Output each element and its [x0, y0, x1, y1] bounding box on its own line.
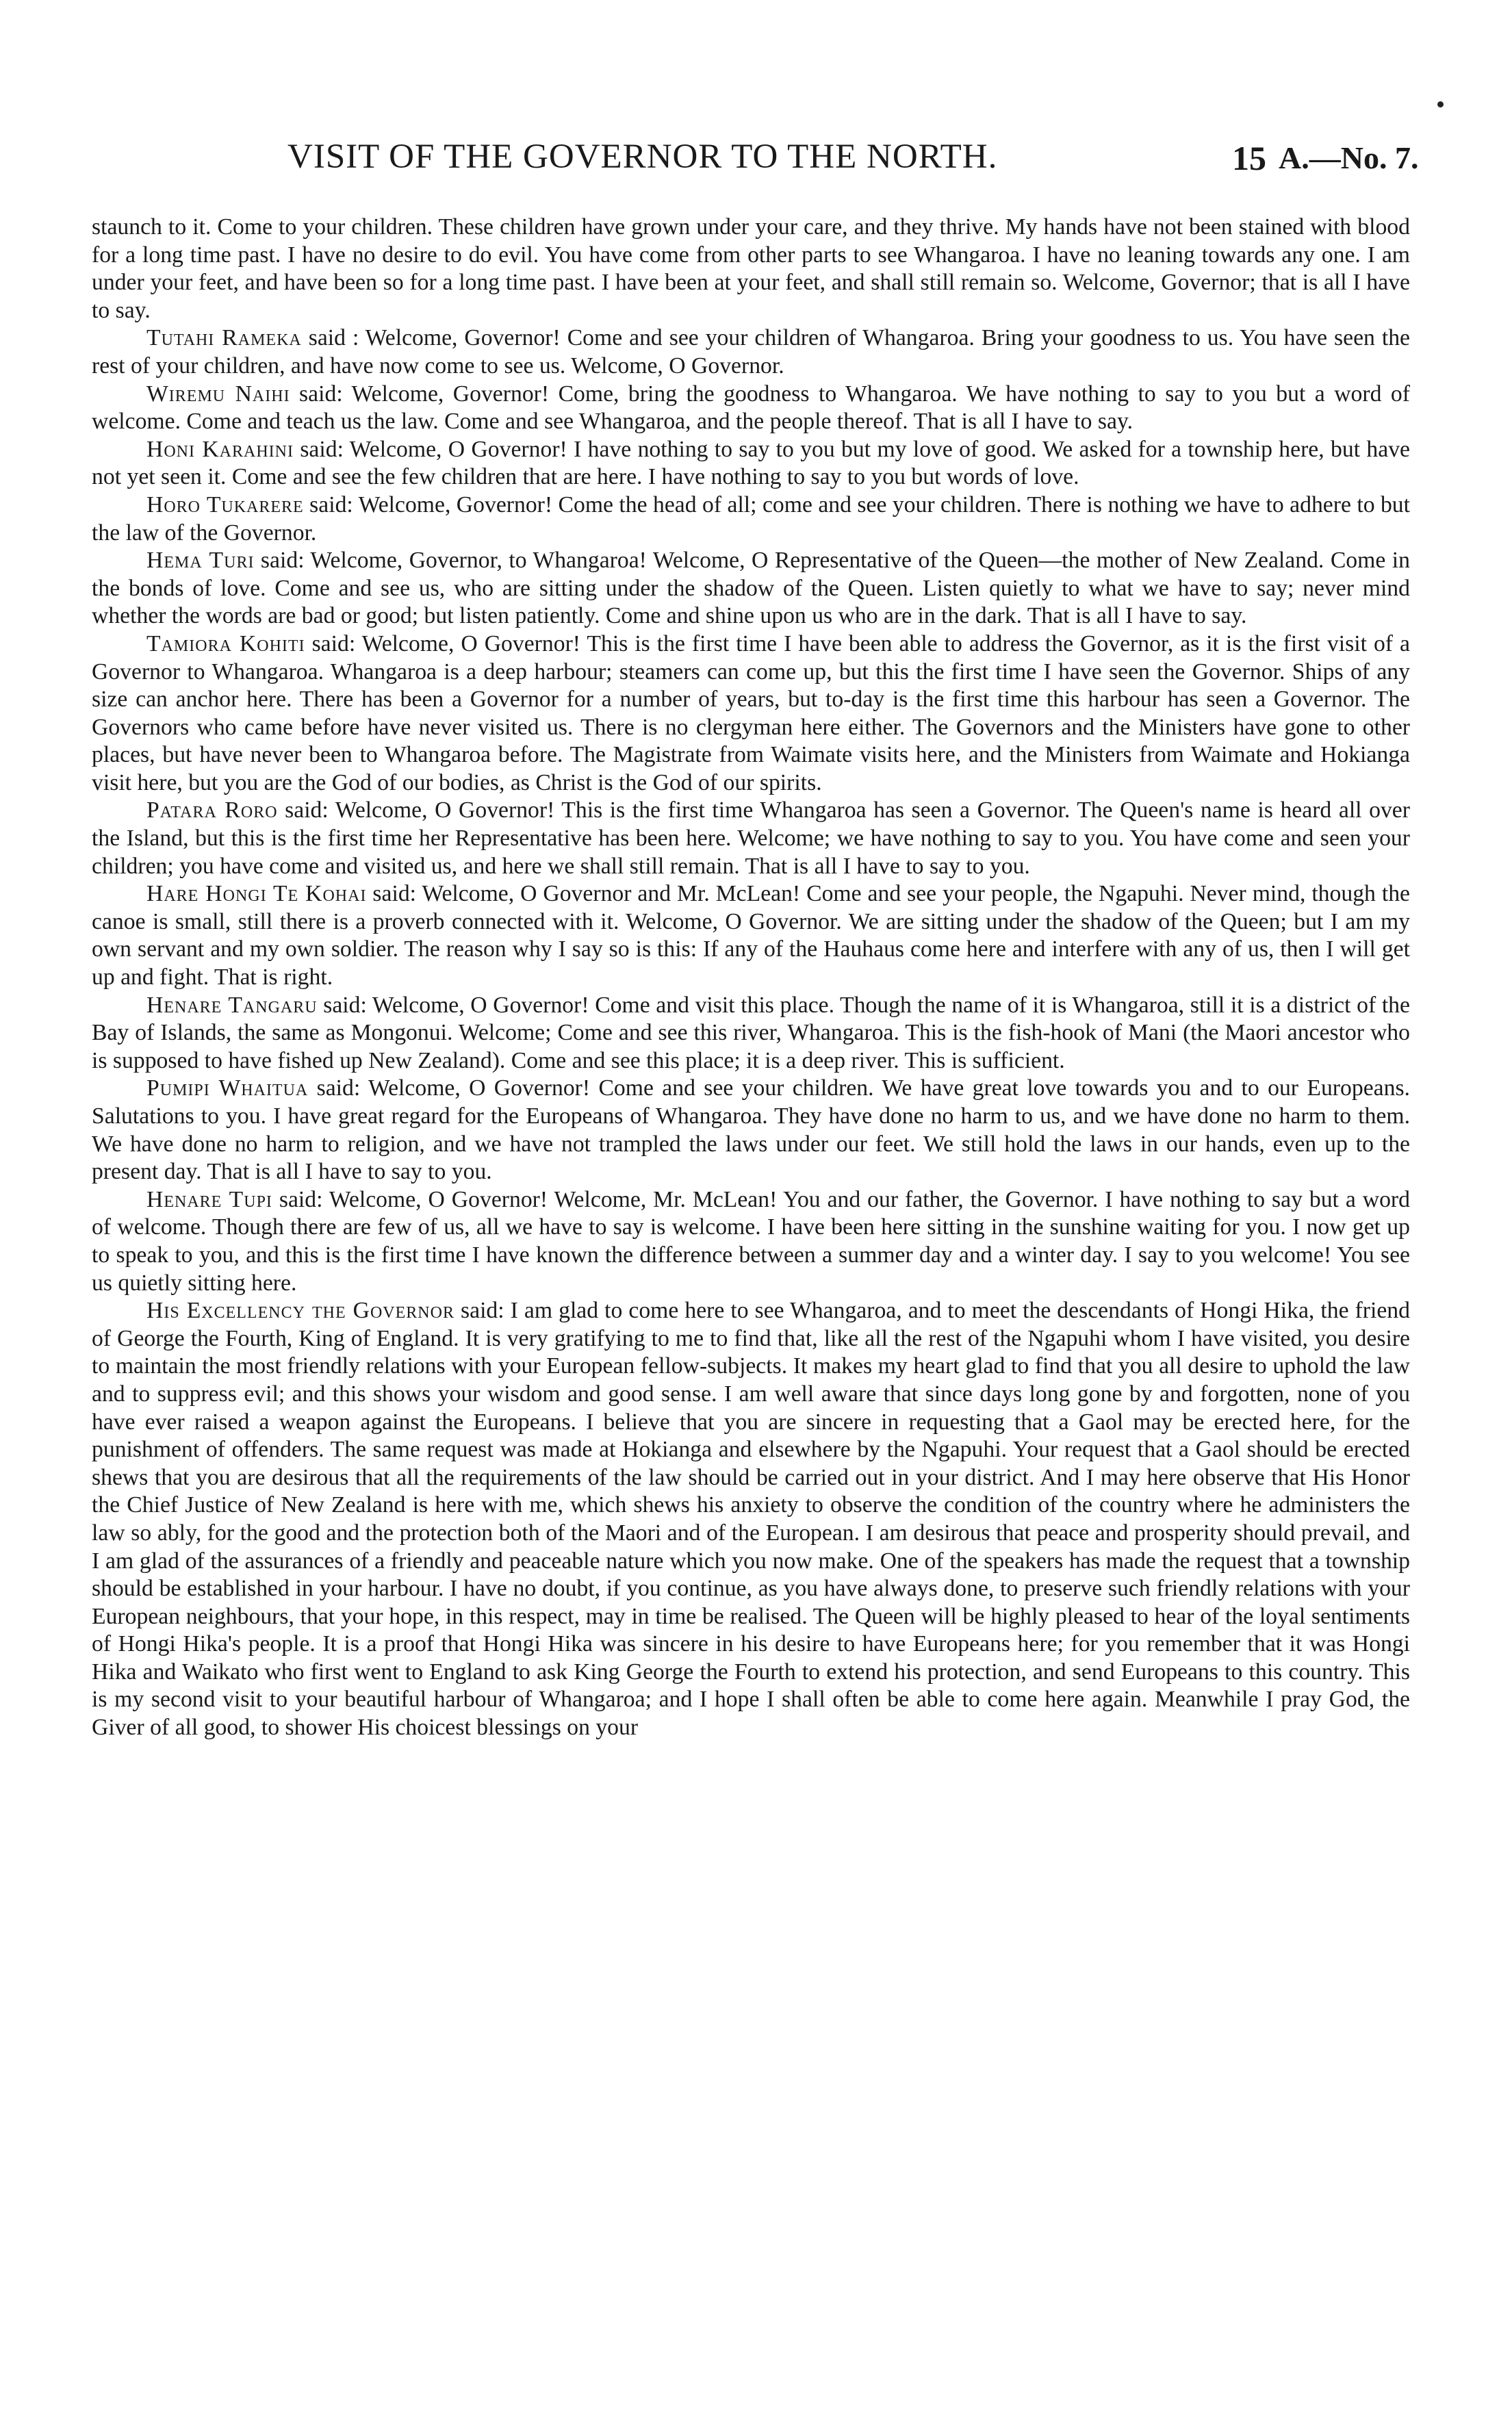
document-body [92, 214, 1410, 1742]
speaker-name: Horo Tukarere [146, 491, 304, 517]
paragraph [92, 1186, 1410, 1297]
paragraph [92, 1297, 1410, 1742]
paragraph-text: said: Welcome, O Governor! Come and visit this place. Though the name of it is Whangaroa, still it is a district of the Bay of Islands, the same as Mongonui. Welcome; Come and see this river, Whangaroa. This is the fish-hook of Mani (the Maori ancestor who is supposed to have fished up New Zealand). Come and see this place; it is a deep river. This is sufficient. [92, 992, 1410, 1073]
paragraph [92, 797, 1410, 880]
paragraph-text: said: Welcome, O Governor and Mr. McLean! Come and see your people, the Ngapuhi. Never mind, though the canoe is small, still there is a proverb connected with it. Welcome, O Governor. We are sitting under the shadow of the Queen; but I am my own servant and my own soldier. The reason why I say so is this: If any of the Hauhaus come here and interfere with any of us, then I will get up and fight. That is right. [92, 881, 1411, 990]
paragraph-text: said: Welcome, O Governor! Come and see your children. We have great love towards you and to our Europeans. Salutations to you. I have great regard for the Europeans of Whangaroa. They have done no harm to us, and we have done no harm to them. We have done no harm to religion, and we have not trampled the laws under our feet. We still hold the laws in our hands, even up to the present day. That is all I have to say to you. [92, 1075, 1410, 1185]
paragraph [92, 630, 1410, 797]
speaker-name: Honi Karahini [146, 436, 294, 462]
paragraph-text: said: Welcome, Governor! Come the head of all; come and see your children. There is nothing we have to adhere to but the law of the Governor. [92, 491, 1411, 546]
paragraph-text: said: Welcome, Governor! Come, bring the goodness to Whangaroa. We have nothing to say to you but a word of welcome. Come and teach us the law. Come and see Whangaroa, and the people thereof. That is all I have to say. [92, 381, 1410, 435]
paragraph-text: said : Welcome, Governor! Come and see your children of Whangaroa. Bring your goodness to us. You have seen the rest of your children, and have now come to see us. Welcome, O Governor. [92, 325, 1411, 379]
paragraph [92, 436, 1410, 491]
paragraph [92, 491, 1410, 547]
speaker-name: His Excellency the Governor [146, 1298, 454, 1324]
speaker-name: Tamiora Kohiti [146, 630, 305, 656]
paragraph-text: staunch to it. Come to your children. These children have grown under your care, and they thrive. My hands have not been stained with blood for a long time past. I have no desire to do evil. You have come from other parts to see Whangaroa. I have no leaning towards any one. I am under your feet, and have been so for a long time past. I have been at your feet, and shall still remain so. Welcome, Governor; that is all I have to say. [92, 214, 1410, 323]
paragraph [92, 547, 1410, 630]
paragraph [92, 992, 1410, 1075]
paragraph [92, 880, 1410, 991]
speaker-name: Patara Roro [146, 797, 278, 823]
speaker-name: Pumipi Whaitua [146, 1075, 309, 1101]
speaker-name: Tutahi Rameka [146, 325, 302, 351]
speaker-name: Hema Turi [146, 548, 255, 574]
speaker-name: Wiremu Naihi [146, 381, 290, 407]
speaker-name: Hare Hongi Te Kohai [146, 881, 367, 907]
paragraph-text: said: I am glad to come here to see Whangaroa, and to meet the descendants of Hongi Hika, the friend of George the Fourth, King of England. It is very gratifying to me to find that, like all the rest of the Ngapuhi whom I have visited, you desire to maintain the most friendly relations with your European fellow-subjects. It makes my heart glad to find that you all desire to uphold the law and to suppress evil; and this shows your wisdom and good sense. I am well aware that since days long gone by and forgotten, none of you have ever raised a weapon against the Europeans. I believe that you are sincere in requesting that a Gaol may be erected here, for the punishment of offenders. The same request was made at Hokianga and elsewhere by the Ngapuhi. Your request that a Gaol should be erected shews that you are desirous that all the requirements of the law should be carried out in your district. And I may here observe that His Honor the Chief Justice of New Zealand is here with me, which shews his anxiety to observe the condition of the country where he administers the law so ably, for the good and the protection both of the Maori and of the European. I am desirous that peace and prosperity should prevail, and I am glad of the assurances of a friendly and peaceable nature which you now make. One of the speakers has made the request that a township should be established in your harbour. I have no doubt, if you continue, as you have always done, to preserve such friendly relations with your European neighbours, that your hope, in this respect, may in time be realised. The Queen will be highly pleased to hear of the loyal sentiments of Hongi Hika's people. It is a proof that Hongi Hika was sincere in his desire to have Europeans here; for you remember that it was Hongi Hika and Waikato who first went to England to ask King George the Fourth to extend his protection, and send Europeans to this country. This is my second visit to your beautiful harbour of Whangaroa; and I hope I shall often be able to come here again. Meanwhile I pray God, the Giver of all good, to shower His choicest blessings on your [92, 1298, 1410, 1741]
header-title: VISIT OF THE GOVERNOR TO THE NORTH. [287, 138, 998, 176]
running-header [0, 137, 1512, 192]
paper-reference: A.—No. 7. [1279, 140, 1419, 175]
paragraph [92, 214, 1410, 324]
paragraph [92, 1075, 1410, 1186]
paragraph-text: said: Welcome, O Governor! This is the first time I have been able to address the Governor, as it is the first visit of a Governor to Whangaroa. Whangaroa is a deep harbour; steamers can come up, but this the first time I have seen the Governor. Ships of any size can anchor here. There has been a Governor for a number of years, but to-day is the first time this harbour has seen a Governor. The Governors who came before have never visited us. There is no clergyman here either. The Governors and the Ministers have gone to other places, but have never been to Whangaroa before. The Magistrate from Waimate visits here, and the Ministers from Waimate and Hokianga visit here, but you are the God of our bodies, as Christ is the God of our spirits. [92, 630, 1410, 795]
speaker-name: Henare Tupi [146, 1186, 272, 1212]
paragraph-text: said: Welcome, O Governor! Welcome, Mr. McLean! You and our father, the Governor. I have nothing to say but a word of welcome. Though there are few of us, all we have to say is welcome. I have been here sitting in the sunshine waiting for you. I now get up to speak to you, and this is the first time I have known the difference between a summer day and a winter day. I say to you welcome! You see us quietly sitting here. [92, 1186, 1410, 1296]
page-number: 15 [1232, 139, 1266, 177]
paragraph [92, 381, 1410, 436]
ink-speck [1437, 101, 1444, 107]
paragraph-text: said: Welcome, O Governor! This is the first time Whangaroa has seen a Governor. The Queen's name is heard all over the Island, but this is the first time her Representative has been here. Welcome; we have nothing to say to you. You have come and seen your children; you have come and visited us, and here we shall still remain. That is all I have to say to you. [92, 797, 1410, 879]
paragraph [92, 324, 1410, 380]
paragraph-text: said: Welcome, O Governor! I have nothing to say to you but my love of good. We asked for a township here, but have not yet seen it. Come and see the few children that are here. I have nothing to say to you but words of love. [92, 436, 1410, 490]
speaker-name: Henare Tangaru [146, 992, 318, 1018]
paragraph-text: said: Welcome, Governor, to Whangaroa! Welcome, O Representative of the Queen—the mother of New Zealand. Come in the bonds of love. Come and see us, who are sitting under the shadow of the Queen. Listen quietly to what we have to say; never mind whether the words are bad or good; but listen patiently. Come and shine upon us who are in the dark. That is all I have to say. [92, 548, 1410, 629]
